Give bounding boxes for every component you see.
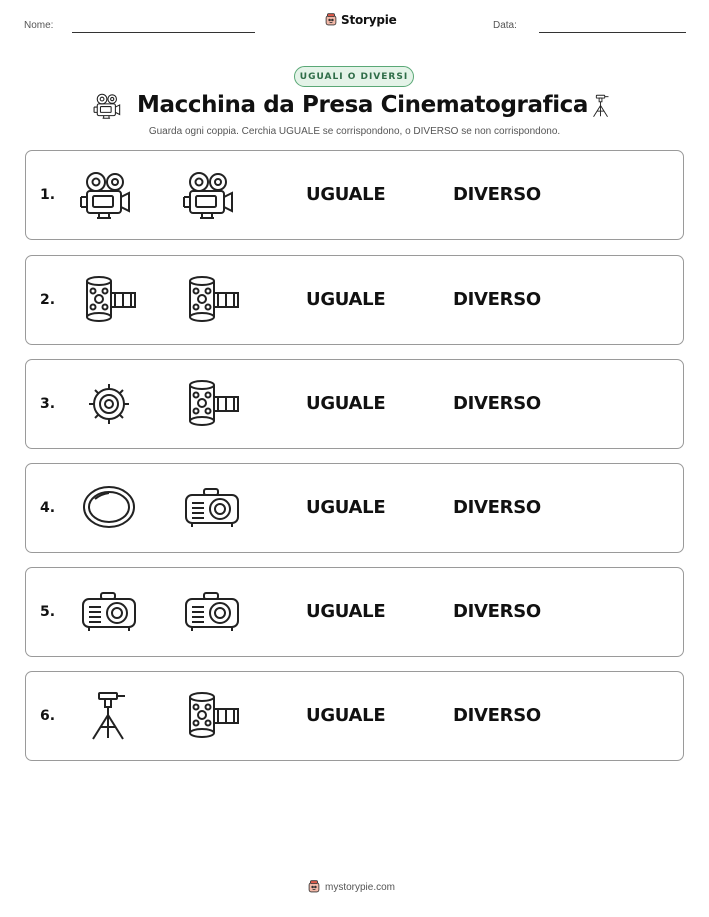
exercise-row: [25, 567, 684, 657]
movie-camera-icon: [79, 168, 139, 222]
film-reel-icon: [182, 273, 242, 327]
row-number: 6.: [40, 708, 56, 724]
exercise-row: [25, 359, 684, 449]
brand-logo: [324, 13, 397, 27]
name-label: Nome:: [24, 20, 54, 31]
option-different[interactable]: DIVERSO: [453, 705, 541, 726]
row-number: 4.: [40, 500, 56, 516]
instructions: Guarda ogni coppia. Cerchia UGUALE se corrispondono, o DIVERSO se non corrispondono.: [148, 126, 561, 137]
exercise-row: [25, 463, 684, 553]
row-number: 5.: [40, 604, 56, 620]
option-same[interactable]: UGUALE: [306, 393, 386, 414]
activity-badge: UGUALI O DIVERSI: [294, 66, 414, 87]
page-title: Macchina da Presa Cinematografica: [137, 92, 589, 118]
tripod-icon: [587, 90, 615, 122]
option-same[interactable]: UGUALE: [306, 184, 386, 205]
gear-icon: [79, 377, 139, 431]
exercise-row: [25, 255, 684, 345]
film-reel-icon: [79, 273, 139, 327]
movie-camera-icon: [182, 168, 242, 222]
exercise-row: [25, 150, 684, 240]
brand-name: Storypie: [341, 13, 397, 27]
projector-icon: [79, 585, 139, 639]
footer-url[interactable]: mystorypie.com: [325, 881, 396, 893]
option-different[interactable]: DIVERSO: [453, 497, 541, 518]
option-different[interactable]: DIVERSO: [453, 393, 541, 414]
tripod-icon: [79, 689, 139, 743]
option-different[interactable]: DIVERSO: [453, 601, 541, 622]
mascot-icon: [307, 880, 321, 894]
date-line[interactable]: [539, 32, 686, 33]
option-different[interactable]: DIVERSO: [453, 184, 541, 205]
name-line[interactable]: [72, 32, 255, 33]
option-same[interactable]: UGUALE: [306, 289, 386, 310]
row-number: 3.: [40, 396, 56, 412]
date-label: Data:: [493, 20, 517, 31]
option-same[interactable]: UGUALE: [306, 705, 386, 726]
exercise-row: [25, 671, 684, 761]
option-different[interactable]: DIVERSO: [453, 289, 541, 310]
projector-icon: [182, 585, 242, 639]
option-same[interactable]: UGUALE: [306, 601, 386, 622]
option-same[interactable]: UGUALE: [306, 497, 386, 518]
mascot-icon: [324, 13, 338, 27]
movie-camera-icon: [93, 92, 125, 120]
row-number: 1.: [40, 187, 56, 203]
projector-icon: [182, 481, 242, 535]
film-reel-icon: [182, 377, 242, 431]
row-number: 2.: [40, 292, 56, 308]
lens-filter-icon: [79, 481, 139, 535]
footer: [307, 880, 395, 894]
film-reel-icon: [182, 689, 242, 743]
